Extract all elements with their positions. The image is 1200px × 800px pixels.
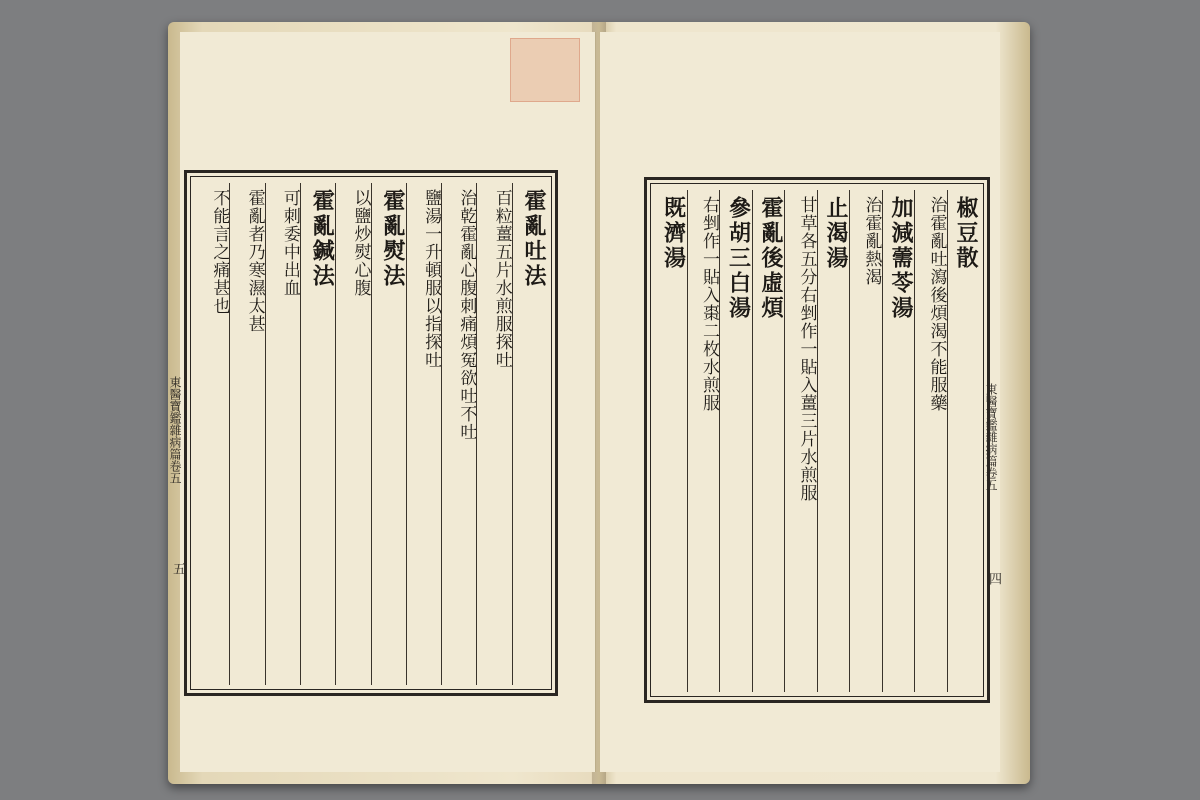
right-margin-label: 東醫寶鑑雜病篇卷五 xyxy=(984,383,998,491)
text-column: 以鹽炒熨心腹 xyxy=(335,183,370,685)
column-heading: 參胡三白湯 xyxy=(719,190,752,692)
left-columns xyxy=(195,183,547,685)
column-heading: 止渴湯 xyxy=(817,190,850,692)
left-text-frame xyxy=(184,170,558,696)
text-column: 右剉作一貼入棗二枚水煎服 xyxy=(687,190,720,692)
left-page xyxy=(168,32,596,772)
left-folio: 五 xyxy=(170,562,185,575)
text-column: 治霍亂吐瀉後煩渴不能服藥 xyxy=(914,190,947,692)
right-folio: 四 xyxy=(986,572,1001,585)
text-column: 甘草各五分右剉作一貼入薑三片水煎服 xyxy=(784,190,817,692)
column-heading: 霍亂熨法 xyxy=(371,183,406,685)
text-column: 不能言之痛甚也 xyxy=(209,189,230,315)
right-columns xyxy=(655,190,979,692)
column-heading: 霍亂鍼法 xyxy=(300,183,335,685)
right-text-frame xyxy=(644,177,990,703)
text-column: 治霍亂熱渴 xyxy=(849,190,882,692)
open-book xyxy=(168,22,1030,784)
column-heading: 加減薷苓湯 xyxy=(882,190,915,692)
column-heading: 既濟湯 xyxy=(660,196,687,271)
text-column: 可刺委中出血 xyxy=(265,183,300,685)
text-column: 霍亂者乃寒濕太甚 xyxy=(229,183,264,685)
column-heading: 霍亂吐法 xyxy=(512,183,547,685)
text-column: 百粒薑五片水煎服探吐 xyxy=(476,183,511,685)
text-column: 鹽湯一升頓服以指探吐 xyxy=(406,183,441,685)
right-page xyxy=(600,32,1000,772)
left-margin-label: 東醫寶鑑雜病篇卷五 xyxy=(168,376,182,484)
library-stamp xyxy=(510,38,580,102)
column-heading: 椒豆散 xyxy=(947,190,980,692)
column-heading: 霍亂後虛煩 xyxy=(752,190,785,692)
text-column: 治乾霍亂心腹刺痛煩冤欲吐不吐 xyxy=(441,183,476,685)
